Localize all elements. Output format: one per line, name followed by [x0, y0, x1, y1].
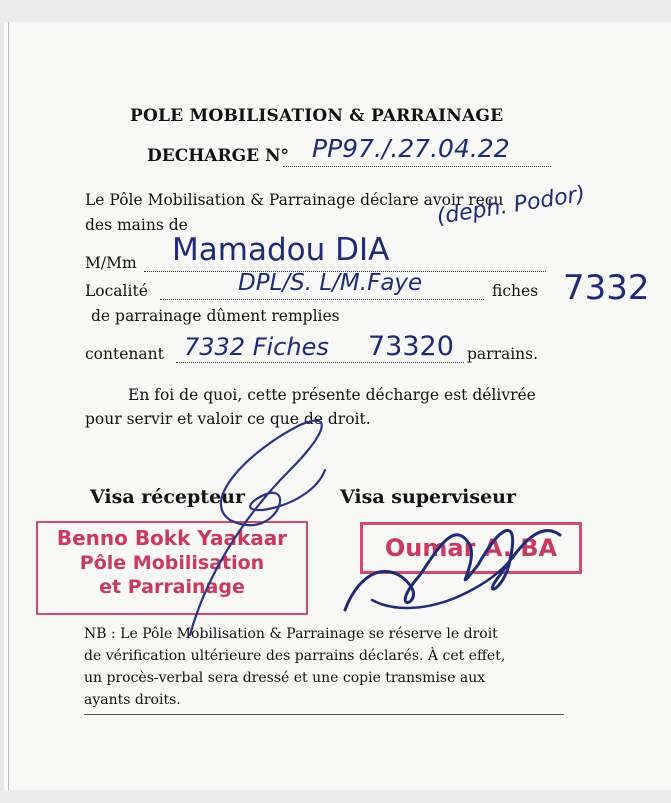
foi-line-2: pour servir et valoir ce que de droit. — [85, 410, 371, 428]
stamp-line-3: et Parrainage — [99, 576, 245, 598]
contenant-value-1: 7332 Fiches — [184, 333, 329, 361]
localite-label: Localité — [85, 282, 148, 300]
localite-value: DPL/S. L/M.Faye — [238, 270, 423, 296]
superviseur-stamp-name: Oumar A. BA — [384, 534, 558, 562]
decharge-label: DECHARGE N° — [147, 146, 290, 166]
visa-superviseur-label: Visa superviseur — [340, 486, 517, 508]
fiches-label: fiches — [492, 282, 539, 300]
nb-line-3: un procès-verbal sera dressé et une copie transmise aux — [84, 670, 486, 686]
recepteur-signature — [190, 421, 325, 635]
nb-line-2: de vérification ultérieure des parrains déclarés. À cet effet, — [84, 648, 506, 664]
fiches-number: 7332 — [563, 268, 650, 308]
nb-line-4: ayants droits. — [84, 692, 181, 708]
stamp-line-2: Pôle Mobilisation — [79, 552, 265, 574]
handwritten-note: (deph. Podor) — [435, 181, 587, 230]
document-title: POLE MOBILISATION & PARRAINAGE — [130, 106, 504, 126]
decharge-number: PP97./.27.04.22 — [312, 134, 510, 163]
contenant-value-2: 73320 — [368, 331, 454, 362]
foi-line-1: En foi de quoi, cette présente décharge est délivrée — [128, 386, 536, 404]
footer-rule — [84, 714, 564, 715]
declaration-line-2: des mains de — [85, 216, 188, 234]
parrains-label: parrains. — [467, 345, 539, 363]
mm-label: M/Mm — [85, 254, 137, 272]
remplies-text: de parrainage dûment remplies — [91, 307, 340, 325]
handwritten-name: Mamadou DIA — [172, 232, 390, 268]
stamp-line-1: Benno Bokk Yaakaar — [56, 526, 288, 550]
nb-line-1: NB : Le Pôle Mobilisation & Parrainage se réserve le droit — [84, 626, 498, 642]
visa-recepteur-label: Visa récepteur — [90, 486, 245, 508]
contenant-label: contenant — [85, 345, 164, 363]
declaration-line-1: Le Pôle Mobilisation & Parrainage déclare avoir reçu — [85, 191, 504, 209]
